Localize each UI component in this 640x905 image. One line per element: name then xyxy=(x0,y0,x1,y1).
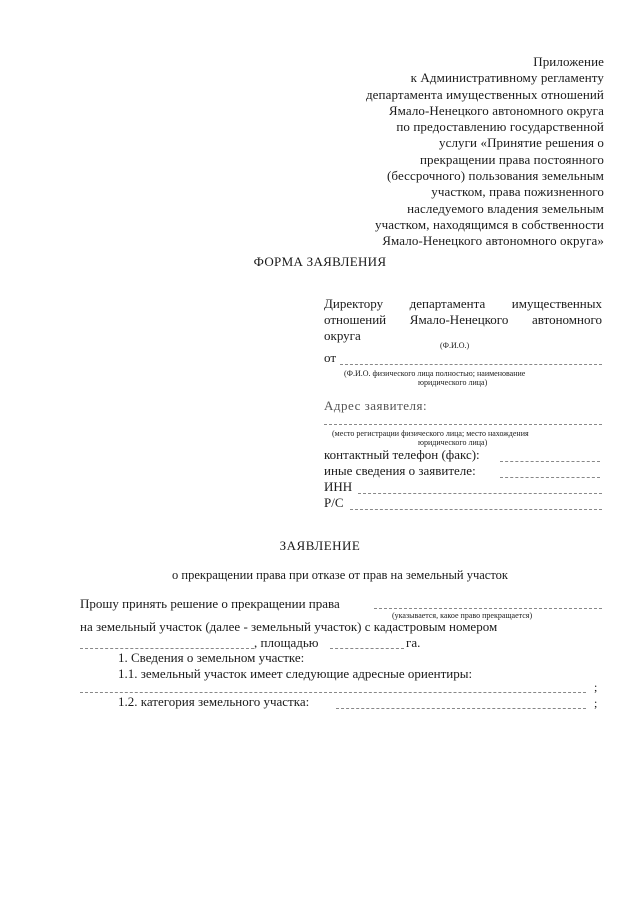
addressee-line: Директору департамента имущественных xyxy=(324,296,602,311)
address-field-line xyxy=(324,424,602,425)
from-field-line xyxy=(340,364,602,365)
address-landmarks-field-line xyxy=(80,692,586,693)
addressee-block xyxy=(324,296,602,344)
appendix-line: участком, находящимся в собственности xyxy=(375,216,604,232)
area-field-line xyxy=(330,648,404,649)
rs-field-line xyxy=(350,509,602,510)
other-info-label: иные сведения о заявителе: xyxy=(324,463,476,478)
appendix-line: Приложение xyxy=(533,54,604,69)
appendix-line: Ямало-Ненецкого автономного округа xyxy=(388,102,604,118)
phone-label: контактный телефон (факс): xyxy=(324,447,480,462)
form-title: ФОРМА ЗАЯВЛЕНИЯ xyxy=(253,254,387,269)
appendix-line: Ямало-Ненецкого автономного округа» xyxy=(382,233,604,249)
other-info-field-line xyxy=(500,477,600,478)
appendix-line: департамента имущественных отношений xyxy=(365,86,604,102)
appendix-line: участком, права пожизненного xyxy=(431,184,604,200)
semicolon: ; xyxy=(594,680,598,694)
inn-label: ИНН xyxy=(324,479,353,494)
area-unit: га. xyxy=(406,635,421,650)
phone-field-line xyxy=(500,461,600,462)
address-hint: юридического лица) xyxy=(418,438,488,447)
addressee-line: округа xyxy=(324,328,361,343)
land-category-field-line xyxy=(336,708,586,709)
from-label: от xyxy=(324,350,337,365)
statement-subtitle: о прекращении права при отказе от прав на земельный участок xyxy=(172,568,508,582)
appendix-line: по предоставлению государственной xyxy=(396,119,604,135)
section-1-1: 1.1. земельный участок имеет следующие адресные ориентиры: xyxy=(118,666,473,681)
appendix-line: услуги «Принятие решения о xyxy=(438,135,604,151)
right-type-field-line xyxy=(374,608,602,609)
appendix-line: к Административному регламенту xyxy=(410,70,604,86)
from-hint: (Ф.И.О. физического лица полностью; наименование xyxy=(344,369,526,378)
address-hint: (место регистрации физического лица; место нахождения xyxy=(332,429,529,438)
rs-label: Р/С xyxy=(324,495,344,510)
appendix-line: (бессрочного) пользования земельным xyxy=(386,168,604,184)
cadastral-number-field-line xyxy=(80,648,254,649)
addressee-line: отношений Ямало-Ненецкого автономного xyxy=(324,312,602,327)
fio-hint: (Ф.И.О.) xyxy=(440,341,470,350)
section-1-heading: 1. Сведения о земельном участке: xyxy=(118,650,305,665)
statement-title: ЗАЯВЛЕНИЕ xyxy=(279,538,361,553)
inn-field-line xyxy=(358,493,602,494)
right-type-hint: (указывается, какое право прекращается) xyxy=(392,611,533,620)
land-plot-text: на земельный участок (далее - земельный участок) с кадастровым номером xyxy=(80,619,498,634)
section-1-2: 1.2. категория земельного участка: xyxy=(118,694,310,709)
address-label: Адрес заявителя: xyxy=(324,398,428,413)
request-text: Прошу принять решение о прекращении права xyxy=(80,596,340,611)
appendix-line: прекращении права постоянного xyxy=(419,151,604,167)
appendix-block xyxy=(304,54,604,250)
area-label: , площадью xyxy=(254,635,319,650)
semicolon: ; xyxy=(594,696,598,710)
from-hint: юридического лица) xyxy=(418,378,488,387)
appendix-line: наследуемого владения земельным xyxy=(407,200,604,216)
